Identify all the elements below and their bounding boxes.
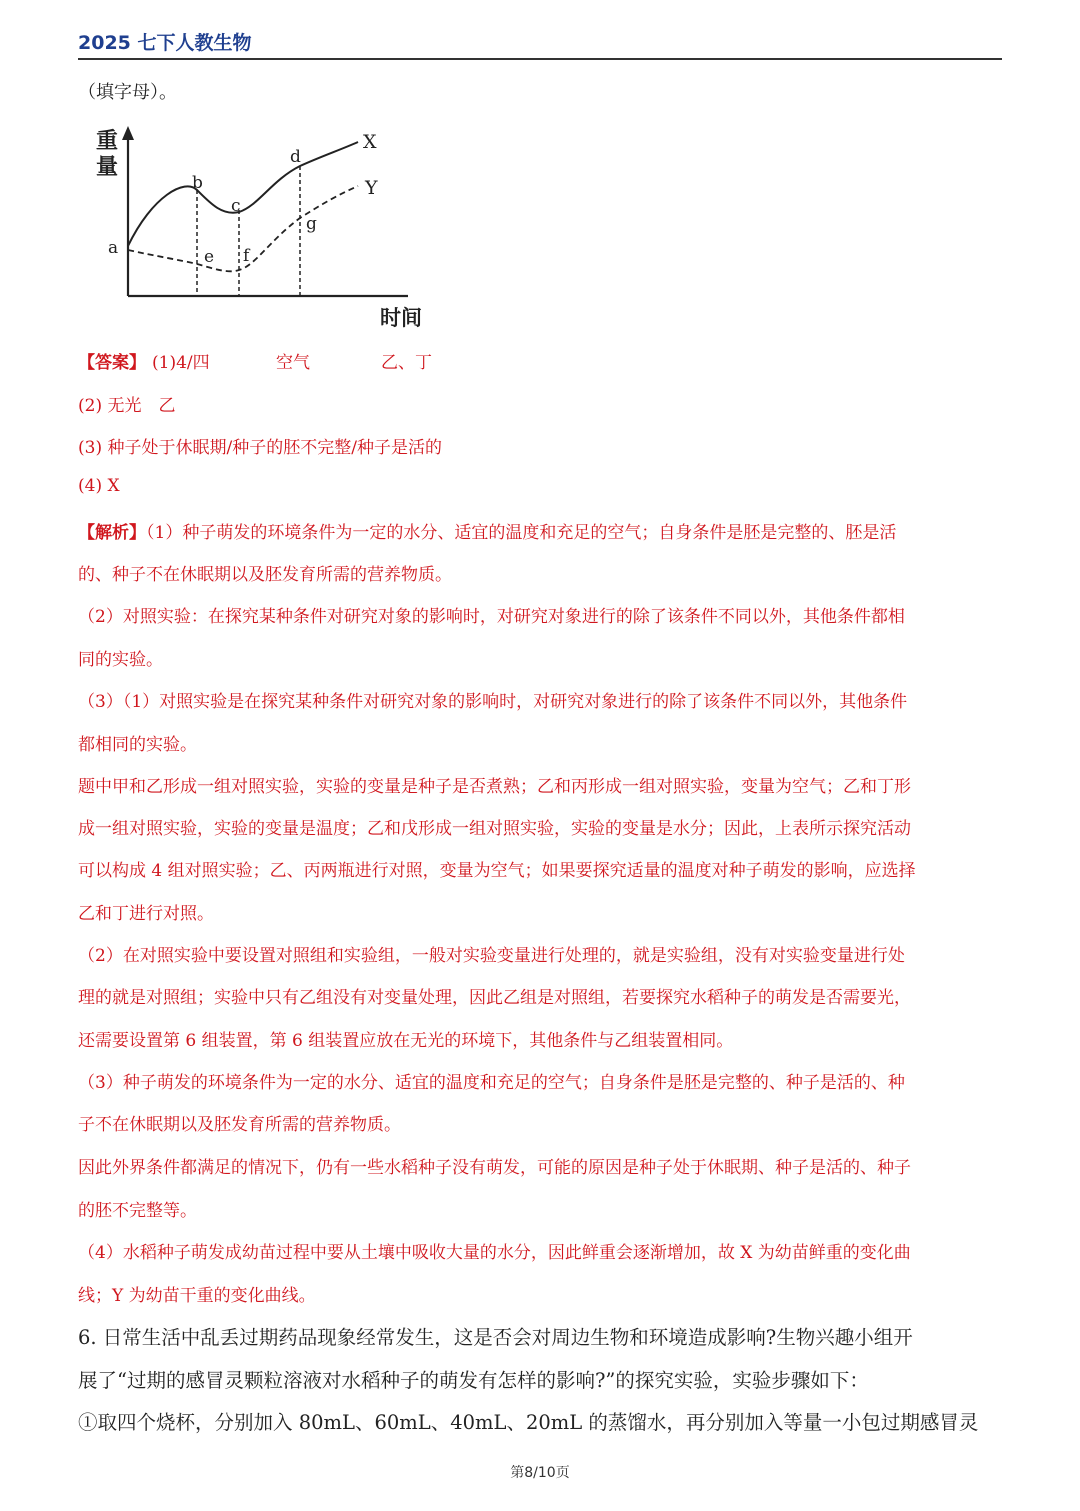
page-number: 第8/10页 [510, 1465, 570, 1481]
weight-time-chart [90, 118, 450, 333]
point-label-g: g [306, 214, 317, 234]
chart-ylabel-2: 量 [96, 155, 119, 180]
analysis-line: 理的就是对照组；实验中只有乙组没有对变量处理，因此乙组是对照组，若要探究水稻种子的萌发是否需要光， [78, 988, 911, 1008]
point-label-a: a [108, 238, 119, 258]
question6-line: 6. 日常生活中乱丢过期药品现象经常发生，这是否会对周边生物和环境造成影响?生物兴趣小组开 [78, 1326, 913, 1349]
analysis-line: 还需要设置第 6 组装置，第 6 组装置应放在无光的环境下，其他条件与乙组装置相同。 [78, 1031, 734, 1051]
analysis-line: 子不在休眠期以及胚发育所需的营养物质。 [78, 1115, 401, 1135]
analysis-line: 因此外界条件都满足的情况下，仍有一些水稻种子没有萌发，可能的原因是种子处于休眠期、种子是活的、种子 [78, 1158, 911, 1178]
analysis-line: （2）对照实验：在探究某种条件对研究对象的影响时，对研究对象进行的除了该条件不同以外，其他条件都相 [78, 607, 905, 627]
y-axis-arrow [122, 126, 134, 140]
analysis-line: 的、种子不在休眠期以及胚发育所需的营养物质。 [78, 565, 452, 585]
analysis-line-1 [78, 518, 1008, 543]
point-label-c: c [231, 196, 241, 216]
analysis-line: 成一组对照实验，实验的变量是温度；乙和戊形成一组对照实验，实验的变量是水分；因此，上表所示探究活动 [78, 819, 911, 839]
question6-line: 展了“过期的感冒灵颗粒溶液对水稻种子的萌发有怎样的影响?”的探究实验，实验步骤如下： [78, 1369, 869, 1392]
chart-ylabel-1: 重 [96, 129, 119, 154]
answer-tag: 【答案】 [78, 353, 146, 373]
chart-xlabel: 时间 [380, 306, 422, 330]
analysis-line: 可以构成 4 组对照实验；乙、丙两瓶进行对照，变量为空气；如果要探究适量的温度对种子萌发的影响，应选择 [78, 861, 916, 881]
analysis-line: 题中甲和乙形成一组对照实验，实验的变量是种子是否煮熟；乙和丙形成一组对照实验，变量为空气；乙和丁形 [78, 777, 911, 797]
analysis-text: （1）种子萌发的环境条件为一定的水分、适宜的温度和充足的空气；自身条件是胚是完整的、胚是活 [146, 523, 897, 543]
header-title: 2025 七下人教生物 [78, 32, 252, 54]
analysis-line: （4）水稻种子萌发成幼苗过程中要从土壤中吸收大量的水分，因此鲜重会逐渐增加，故 X 为幼苗鲜重的变化曲 [78, 1243, 911, 1263]
answer-q3: (3) 种子处于休眠期/种子的胚不完整/种子是活的 [78, 438, 442, 458]
answer-q1-line [78, 348, 1008, 372]
answer-q1-b: 空气 [276, 353, 310, 373]
analysis-line: 同的实验。 [78, 650, 163, 670]
page-header [78, 26, 1002, 60]
series-x-line [128, 142, 358, 246]
analysis-line: 线；Y 为幼苗干重的变化曲线。 [78, 1286, 316, 1306]
series-label-x: X [363, 131, 377, 153]
analysis-line: （3）（1）对照实验是在探究某种条件对研究对象的影响时，对研究对象进行的除了该条件不同以外，其他条件 [78, 692, 908, 712]
analysis-line: 都相同的实验。 [78, 735, 197, 755]
analysis-tag: 【解析】 [78, 523, 146, 543]
analysis-line: （2）在对照实验中要设置对照组和实验组，一般对实验变量进行处理的，就是实验组，没有对实验变量进行处 [78, 946, 905, 966]
analysis-line: 的胚不完整等。 [78, 1201, 197, 1221]
answer-q1-c: 乙、丁 [381, 353, 432, 373]
answer-q1: (1)4/四 [152, 353, 210, 373]
question6-line: ①取四个烧杯，分别加入 80mL、60mL、40mL、20mL 的蒸馏水，再分别加入等量一小包过期感冒灵 [78, 1411, 979, 1434]
series-label-y: Y [365, 177, 378, 199]
answer-q2: (2) 无光 乙 [78, 396, 176, 416]
point-label-d: d [290, 147, 301, 167]
answer-q4: (4) X [78, 476, 120, 496]
analysis-line: 乙和丁进行对照。 [78, 904, 214, 924]
point-label-b: b [192, 173, 203, 193]
point-label-f: f [243, 246, 250, 266]
point-label-e: e [204, 247, 215, 267]
analysis-line: （3）种子萌发的环境条件为一定的水分、适宜的温度和充足的空气；自身条件是胚是完整的、种子是活的、种 [78, 1073, 905, 1093]
fill-letter-text: （填字母）。 [78, 82, 177, 103]
